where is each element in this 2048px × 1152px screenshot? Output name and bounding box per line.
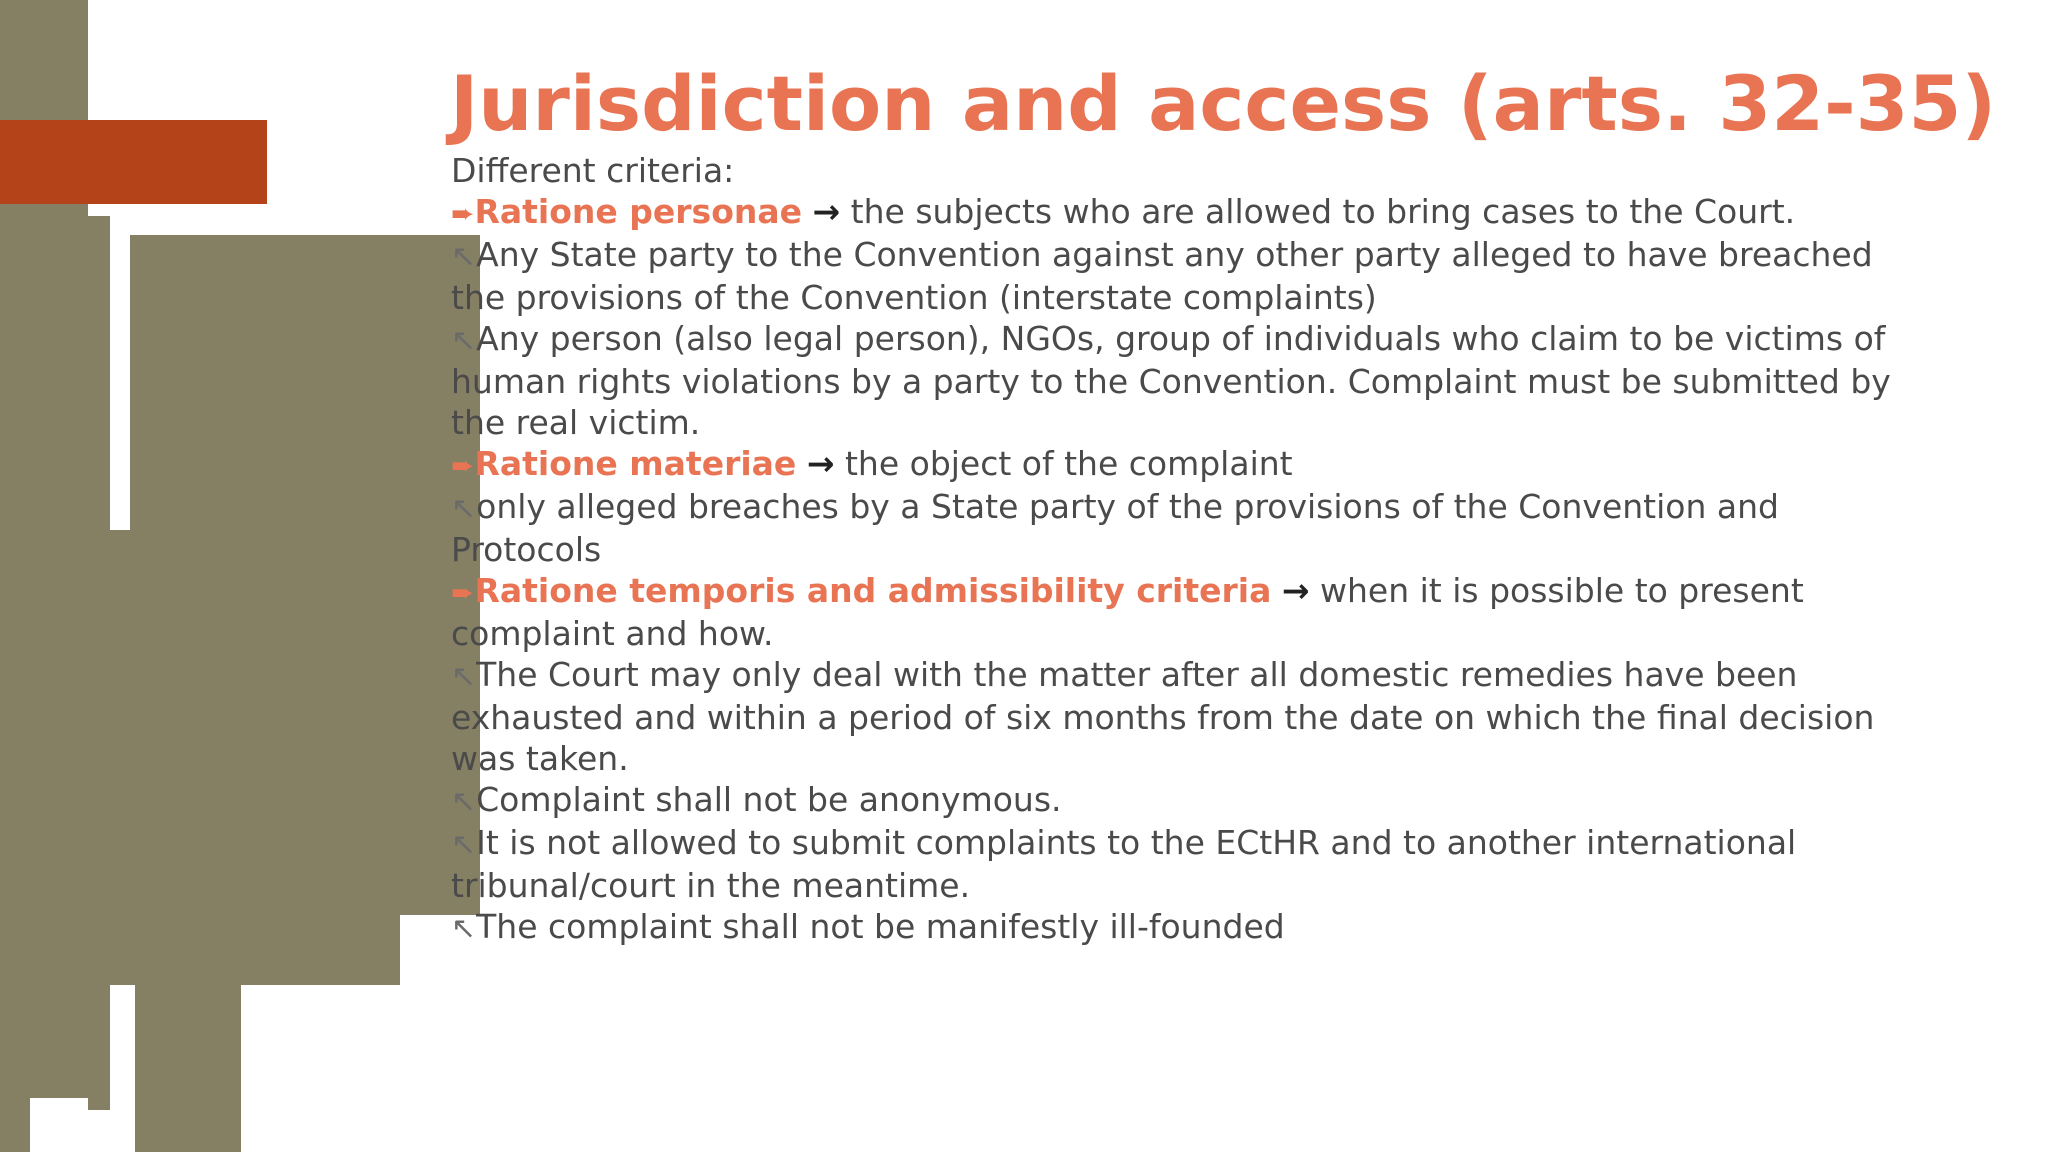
list-item-text: It is not allowed to submit complaints to the ECtHR and to another international tribunal/court in the meantime. bbox=[451, 823, 1797, 905]
sub-bullet-icon: ↖ bbox=[451, 784, 477, 819]
list-item-text: Any State party to the Convention against any other party alleged to have breached the provisions of the Convention (interstate complaints) bbox=[451, 235, 1873, 317]
pointing-arrow-icon: ➨ bbox=[451, 449, 475, 482]
sub-bullet-icon: ↖ bbox=[451, 239, 477, 274]
decor-white-strip bbox=[110, 218, 130, 530]
slide-title: Jurisdiction and access (arts. 32-35) bbox=[450, 59, 1997, 148]
pointing-arrow-icon: ➨ bbox=[451, 197, 475, 230]
section-desc: the subjects who are allowed to bring cases to the Court. bbox=[850, 192, 1796, 231]
right-arrow-icon: → bbox=[812, 192, 841, 231]
decor-olive-upper-block bbox=[130, 235, 480, 915]
decor-white-notch-a bbox=[30, 1098, 88, 1152]
section-heading: Ratione temporis and admissibility criteria bbox=[474, 571, 1272, 610]
sub-bullet-icon: ↖ bbox=[451, 323, 477, 358]
section-ratione-personae bbox=[451, 191, 1921, 234]
list-item bbox=[451, 779, 1921, 822]
decor-white-notch-b bbox=[88, 1110, 135, 1152]
list-item bbox=[451, 654, 1921, 779]
intro-text: Different criteria: bbox=[451, 151, 735, 190]
right-arrow-icon: → bbox=[806, 444, 835, 483]
section-desc: when it is possible to present complaint and how. bbox=[451, 571, 1804, 653]
list-item-text: only alleged breaches by a State party of the provisions of the Convention and Protocols bbox=[451, 487, 1779, 569]
section-heading: Ratione materiae bbox=[474, 444, 797, 483]
section-ratione-temporis bbox=[451, 570, 1921, 654]
list-item bbox=[451, 906, 1921, 949]
pointing-arrow-icon: ➨ bbox=[451, 576, 475, 609]
decor-rust-bar bbox=[0, 120, 267, 204]
section-ratione-materiae bbox=[451, 443, 1921, 486]
right-arrow-icon: → bbox=[1281, 571, 1310, 610]
sub-bullet-icon: ↖ bbox=[451, 491, 477, 526]
sub-bullet-icon: ↖ bbox=[451, 827, 477, 862]
list-item bbox=[451, 318, 1921, 443]
list-item-text: Complaint shall not be anonymous. bbox=[476, 780, 1062, 819]
list-item bbox=[451, 234, 1921, 318]
sub-bullet-icon: ↖ bbox=[451, 911, 477, 946]
list-item-text: The complaint shall not be manifestly ill-founded bbox=[476, 907, 1285, 946]
list-item-text: The Court may only deal with the matter after all domestic remedies have been exhausted and within a period of six months from the date on which the final decision was taken. bbox=[451, 655, 1875, 778]
decor-olive-left-column bbox=[0, 216, 110, 1152]
section-heading: Ratione personae bbox=[474, 192, 803, 231]
slide-body bbox=[451, 150, 1921, 949]
list-item-text: Any person (also legal person), NGOs, group of individuals who claim to be victims of human rights violations by a party to the Convention. Complaint must be submitted by the real victim. bbox=[451, 319, 1891, 442]
list-item bbox=[451, 486, 1921, 570]
decor-olive-bottom-column bbox=[135, 980, 241, 1152]
sub-bullet-icon: ↖ bbox=[451, 659, 477, 694]
section-desc: the object of the complaint bbox=[844, 444, 1293, 483]
list-item bbox=[451, 822, 1921, 906]
